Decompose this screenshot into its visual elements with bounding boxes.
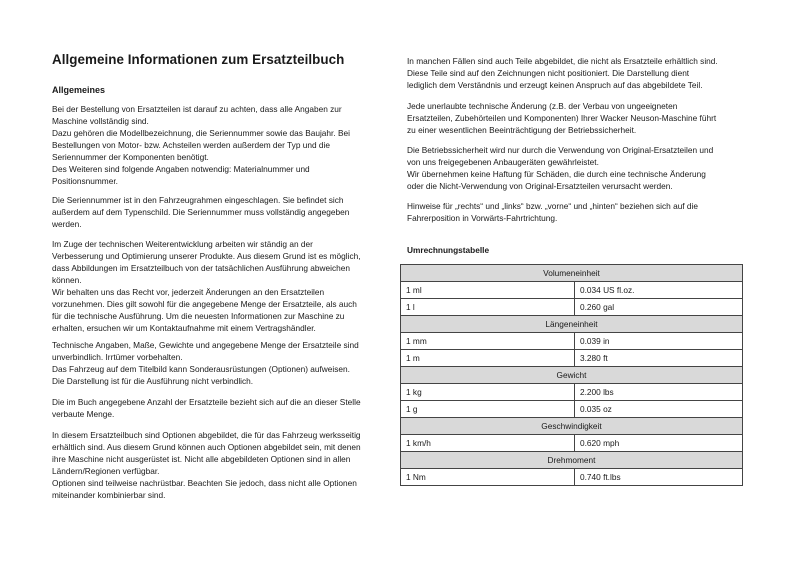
table-group-label: Volumeneinheit <box>401 265 743 282</box>
table-group-header <box>401 316 743 333</box>
table-group-label: Längeneinheit <box>401 316 743 333</box>
table-group-label: Gewicht <box>401 367 743 384</box>
paragraph: Technische Angaben, Maße, Gewichte und angegebene Menge der Ersatzteile sind unverbindlich. Irrtümer vorbehalten. Das Fahrzeug auf dem Titelbild kann Sonderausrüstungen (Optionen) aufweisen. Die Darstellung ist für die Ausführung nicht verbindlich. <box>52 340 359 386</box>
unit-cell: 1 g <box>401 401 575 418</box>
paragraph: Hinweise für „rechts“ und „links“ bzw. „vorne“ und „hinten“ beziehen sich auf die Fahrerposition in Vorwärts-Fahrtrichtung. <box>407 201 698 223</box>
table-group-label: Geschwindigkeit <box>401 418 743 435</box>
unit-cell: 1 km/h <box>401 435 575 452</box>
converted-cell: 0.034 US fl.oz. <box>575 282 743 299</box>
converted-cell: 2.200 lbs <box>575 384 743 401</box>
converted-cell: 0.620 mph <box>575 435 743 452</box>
unit-cell: 1 mm <box>401 333 575 350</box>
converted-cell: 0.740 ft.lbs <box>575 469 743 486</box>
converted-cell: 0.039 in <box>575 333 743 350</box>
table-group-header <box>401 265 743 282</box>
unit-cell: 1 kg <box>401 384 575 401</box>
paragraph: Die Seriennummer ist in den Fahrzeugrahmen eingeschlagen. Sie befindet sich außerdem auf dem Typenschild. Die Seriennummer muss vollständig angegeben werden. <box>52 195 350 229</box>
paragraph: Jede unerlaubte technische Änderung (z.B. der Verbau von ungeeigneten Ersatzteilen, Zubehörteilen und Komponenten) Ihrer Wacker Neuson-Maschine führt zu einer wesentlichen Beeinträchtigung der Betriebssicherheit. <box>407 101 717 135</box>
table-row <box>401 384 743 401</box>
table-row <box>401 469 743 486</box>
paragraph: In manchen Fällen sind auch Teile abgebildet, die nicht als Ersatzteile erhältlich sind. Diese Teile sind auf den Zeichnungen nicht positioniert. Die Darstellung dient lediglich dem Verständnis und erzeugt keinen Anspruch auf das abgebildete Teil. <box>407 56 718 90</box>
table-group-label: Drehmoment <box>401 452 743 469</box>
paragraph: Im Zuge der technischen Weiterentwicklung arbeiten wir ständig an der Verbesserung und Optimierung unserer Produkte. Aus diesem Grund ist es möglich, dass Abbildungen im Ersatzteilbuch von der tatsächlichen Ausführung abweichen können. Wir behalten uns das Recht vor, jederzeit Änderungen an den Ersatzteilen vorzunehmen. Dies gilt sowohl für die angegebene Menge der Ersatzteile, als auch für die technische Ausführung. Um die neuesten Informationen zur Maschine zu erhalten, ersuchen wir um Kontaktaufnahme mit einem Vertragshändler. <box>52 239 361 333</box>
table-group-header <box>401 452 743 469</box>
paragraph: Die Betriebssicherheit wird nur durch die Verwendung von Original-Ersatzteilen und von uns freigegebenen Anbaugeräten gewährleistet. Wir übernehmen keine Haftung für Schäden, die durch eine technische Änderung oder die Nicht-Verwendung von Original-Ersatzteilen verursacht werden. <box>407 145 714 191</box>
unit-cell: 1 Nm <box>401 469 575 486</box>
table-row <box>401 401 743 418</box>
converted-cell: 0.035 oz <box>575 401 743 418</box>
unit-cell: 1 ml <box>401 282 575 299</box>
paragraph: In diesem Ersatzteilbuch sind Optionen abgebildet, die für das Fahrzeug werksseitig erhältlich sind. Aus diesem Grund können auch Optionen abgebildet sein, mit denen ihre Maschine nicht ausgerüstet ist. Nicht alle abgebildeten Optionen sind in allen Ländern/Regionen verfügbar. Optionen sind teilweise nachrüstbar. Beachten Sie jedoch, dass nicht alle Optionen miteinander kombinierbar sind. <box>52 430 361 500</box>
table-row <box>401 282 743 299</box>
conversion-table <box>400 264 743 486</box>
table-row <box>401 350 743 367</box>
table-group-header <box>401 418 743 435</box>
table-row <box>401 333 743 350</box>
page-title: Allgemeine Informationen zum Ersatzteilbuch <box>52 52 345 67</box>
converted-cell: 3.280 ft <box>575 350 743 367</box>
unit-cell: 1 m <box>401 350 575 367</box>
table-group-header <box>401 367 743 384</box>
paragraph: Die im Buch angegebene Anzahl der Ersatzteile bezieht sich auf die an dieser Stelle verbaute Menge. <box>52 397 361 419</box>
table-row <box>401 435 743 452</box>
section-heading-allgemeines: Allgemeines <box>52 85 106 95</box>
table-heading: Umrechnungstabelle <box>407 245 490 255</box>
unit-cell: 1 l <box>401 299 575 316</box>
paragraph: Bei der Bestellung von Ersatzteilen ist darauf zu achten, dass alle Angaben zur Maschine vollständig sind. Dazu gehören die Modellbezeichnung, die Seriennummer sowie das Baujahr. Bei Bestellungen von Motor- bzw. Achsteilen werden außerdem der Typ und die Seriennummer der Komponenten benötigt. Des Weiteren sind folgende Angaben notwendig: Materialnummer und Positionsnummer. <box>52 104 350 186</box>
converted-cell: 0.260 gal <box>575 299 743 316</box>
table-row <box>401 299 743 316</box>
